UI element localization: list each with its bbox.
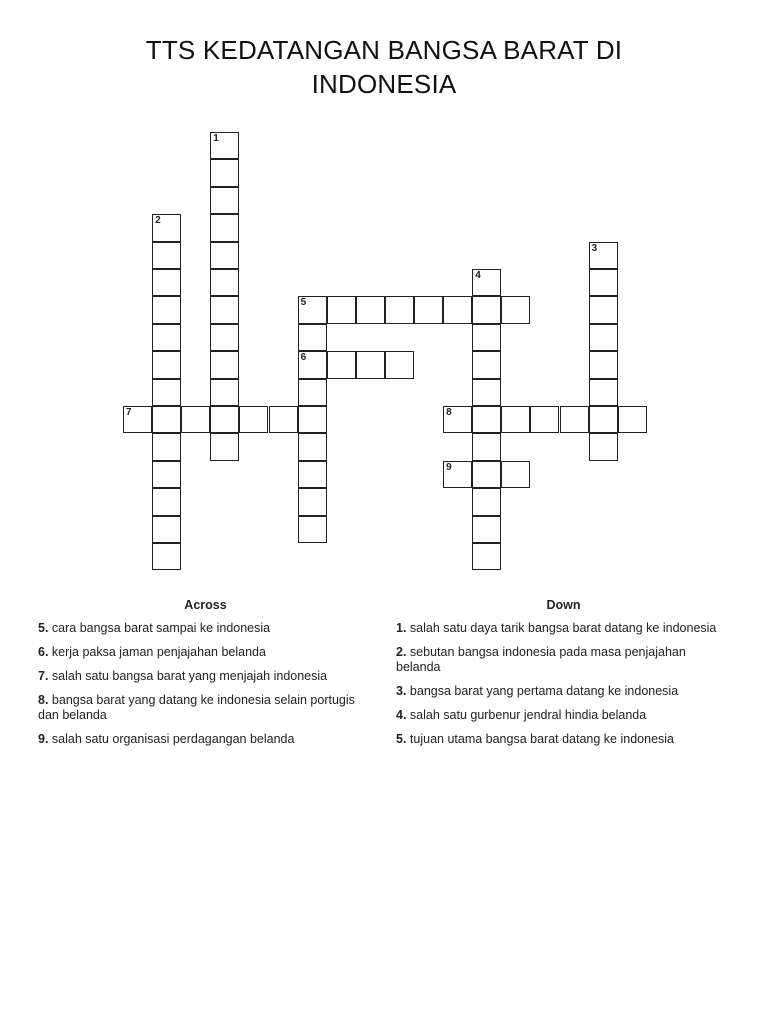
- clue-number: 8: [446, 407, 452, 418]
- crossword-cell[interactable]: [152, 379, 181, 406]
- crossword-cell[interactable]: [618, 406, 647, 433]
- clue-number: 6: [300, 352, 307, 364]
- crossword-cell[interactable]: [298, 516, 327, 543]
- across-clue: [38, 621, 373, 636]
- crossword-cell[interactable]: [298, 379, 327, 406]
- down-clue: [396, 732, 731, 747]
- crossword-cell[interactable]: [210, 132, 239, 159]
- crossword-cell[interactable]: [414, 296, 443, 323]
- crossword-cell[interactable]: [210, 351, 239, 378]
- clue-num: 8.: [38, 693, 49, 707]
- crossword-cell[interactable]: [210, 324, 239, 351]
- crossword-cell[interactable]: [385, 351, 414, 378]
- down-clue: [396, 684, 731, 699]
- crossword-cell[interactable]: [298, 351, 327, 378]
- clue-number: 7: [126, 407, 132, 418]
- page-title: TTS KEDATANGAN BANGSA BARAT DI INDONESIA: [145, 35, 623, 99]
- crossword-cell[interactable]: [443, 406, 472, 433]
- crossword-cell[interactable]: [589, 379, 618, 406]
- crossword-cell[interactable]: [472, 461, 501, 488]
- clue-text: tujuan utama bangsa barat datang ke indonesia: [406, 732, 674, 746]
- crossword-cell[interactable]: [472, 351, 501, 378]
- clue-number: 2: [155, 215, 161, 227]
- crossword-cell[interactable]: [152, 351, 181, 378]
- crossword-cell[interactable]: [298, 433, 327, 460]
- crossword-cell[interactable]: [472, 269, 501, 296]
- crossword-cell[interactable]: [472, 543, 501, 570]
- crossword-cell[interactable]: [298, 488, 327, 515]
- crossword-cell[interactable]: [152, 433, 181, 460]
- crossword-cell[interactable]: [589, 242, 618, 269]
- crossword-cell[interactable]: [472, 379, 501, 406]
- clue-num: 4.: [396, 708, 407, 722]
- crossword-cell[interactable]: [152, 488, 181, 515]
- crossword-cell[interactable]: [501, 461, 530, 488]
- crossword-cell[interactable]: [181, 406, 210, 433]
- crossword-cell[interactable]: [210, 406, 239, 433]
- down-clue: [396, 621, 731, 636]
- crossword-cell[interactable]: [443, 296, 472, 323]
- crossword-cell[interactable]: [385, 296, 414, 323]
- crossword-cell[interactable]: [472, 433, 501, 460]
- clue-num: 9.: [38, 732, 49, 746]
- across-heading: Across: [184, 598, 227, 612]
- crossword-cell[interactable]: [472, 296, 501, 323]
- crossword-cell[interactable]: [152, 406, 181, 433]
- clue-text: cara bangsa barat sampai ke indonesia: [48, 621, 271, 635]
- crossword-cell[interactable]: [560, 406, 589, 433]
- across-clue: [38, 669, 373, 684]
- crossword-cell[interactable]: [443, 461, 472, 488]
- across-clue: [38, 645, 373, 660]
- crossword-cell[interactable]: [210, 296, 239, 323]
- crossword-cell[interactable]: [589, 351, 618, 378]
- clue-number: 4: [475, 270, 481, 281]
- clue-text: salah satu gurbenur jendral hindia belanda: [406, 708, 647, 722]
- crossword-cell[interactable]: [210, 433, 239, 460]
- clue-number: 9: [446, 461, 452, 473]
- crossword-cell[interactable]: [472, 516, 501, 543]
- across-clue: [38, 693, 373, 723]
- crossword-cell[interactable]: [356, 351, 385, 378]
- clue-number: 1: [213, 133, 219, 144]
- clue-number: 3: [591, 242, 598, 254]
- crossword-cell[interactable]: [269, 406, 298, 433]
- down-clue: [396, 645, 731, 675]
- crossword-cell[interactable]: [152, 543, 181, 570]
- crossword-cell[interactable]: [152, 461, 181, 488]
- crossword-cell[interactable]: [589, 296, 618, 323]
- clue-text: bangsa barat yang pertama datang ke indonesia: [406, 684, 679, 698]
- crossword-cell[interactable]: [298, 406, 327, 433]
- crossword-cell[interactable]: [530, 406, 559, 433]
- crossword-cell[interactable]: [589, 433, 618, 460]
- clue-num: 6.: [38, 645, 49, 659]
- down-clue: [396, 708, 731, 723]
- crossword-cell[interactable]: [472, 406, 501, 433]
- crossword-cell[interactable]: [589, 269, 618, 296]
- clue-num: 5.: [38, 621, 49, 635]
- clue-text: sebutan bangsa indonesia pada masa penjajahan belanda: [396, 645, 686, 674]
- crossword-cell[interactable]: [210, 159, 239, 186]
- clue-text: salah satu organisasi perdagangan belanda: [48, 732, 295, 746]
- crossword-cell[interactable]: [298, 461, 327, 488]
- clue-num: 2.: [396, 645, 407, 659]
- crossword-cell[interactable]: [152, 242, 181, 269]
- crossword-cell[interactable]: [210, 187, 239, 214]
- crossword-cell[interactable]: [589, 324, 618, 351]
- clue-num: 3.: [396, 684, 407, 698]
- crossword-cell[interactable]: [210, 242, 239, 269]
- crossword-cell[interactable]: [298, 296, 327, 323]
- clue-text: kerja paksa jaman penjajahan belanda: [48, 645, 266, 659]
- across-clues: [38, 598, 373, 756]
- down-heading: Down: [546, 598, 581, 612]
- crossword-cell[interactable]: [472, 488, 501, 515]
- clue-text: salah satu bangsa barat yang menjajah indonesia: [48, 669, 328, 683]
- clue-text: bangsa barat yang datang ke indonesia selain portugis dan belanda: [38, 693, 355, 722]
- crossword-cell[interactable]: [501, 296, 530, 323]
- crossword-cell[interactable]: [210, 214, 239, 241]
- crossword-cell[interactable]: [239, 406, 268, 433]
- crossword-cell[interactable]: [298, 324, 327, 351]
- clue-number: 5: [300, 297, 307, 309]
- crossword-cell[interactable]: [589, 406, 618, 433]
- crossword-cell[interactable]: [152, 516, 181, 543]
- clue-num: 7.: [38, 669, 49, 683]
- crossword-cell[interactable]: [356, 296, 385, 323]
- crossword-cell[interactable]: [472, 324, 501, 351]
- crossword-cell[interactable]: [123, 406, 152, 433]
- crossword-cell[interactable]: [210, 269, 239, 296]
- crossword-cell[interactable]: [152, 296, 181, 323]
- down-clues: [396, 598, 731, 756]
- crossword-cell[interactable]: [501, 406, 530, 433]
- clue-text: salah satu daya tarik bangsa barat datang ke indonesia: [406, 621, 717, 635]
- crossword-cell[interactable]: [152, 324, 181, 351]
- clue-num: 1.: [396, 621, 407, 635]
- crossword-cell[interactable]: [327, 351, 356, 378]
- clue-num: 5.: [396, 732, 407, 746]
- crossword-cell[interactable]: [210, 379, 239, 406]
- crossword-cell[interactable]: [327, 296, 356, 323]
- crossword-cell[interactable]: [152, 269, 181, 296]
- crossword-cell[interactable]: [152, 214, 181, 241]
- across-clue: [38, 732, 373, 747]
